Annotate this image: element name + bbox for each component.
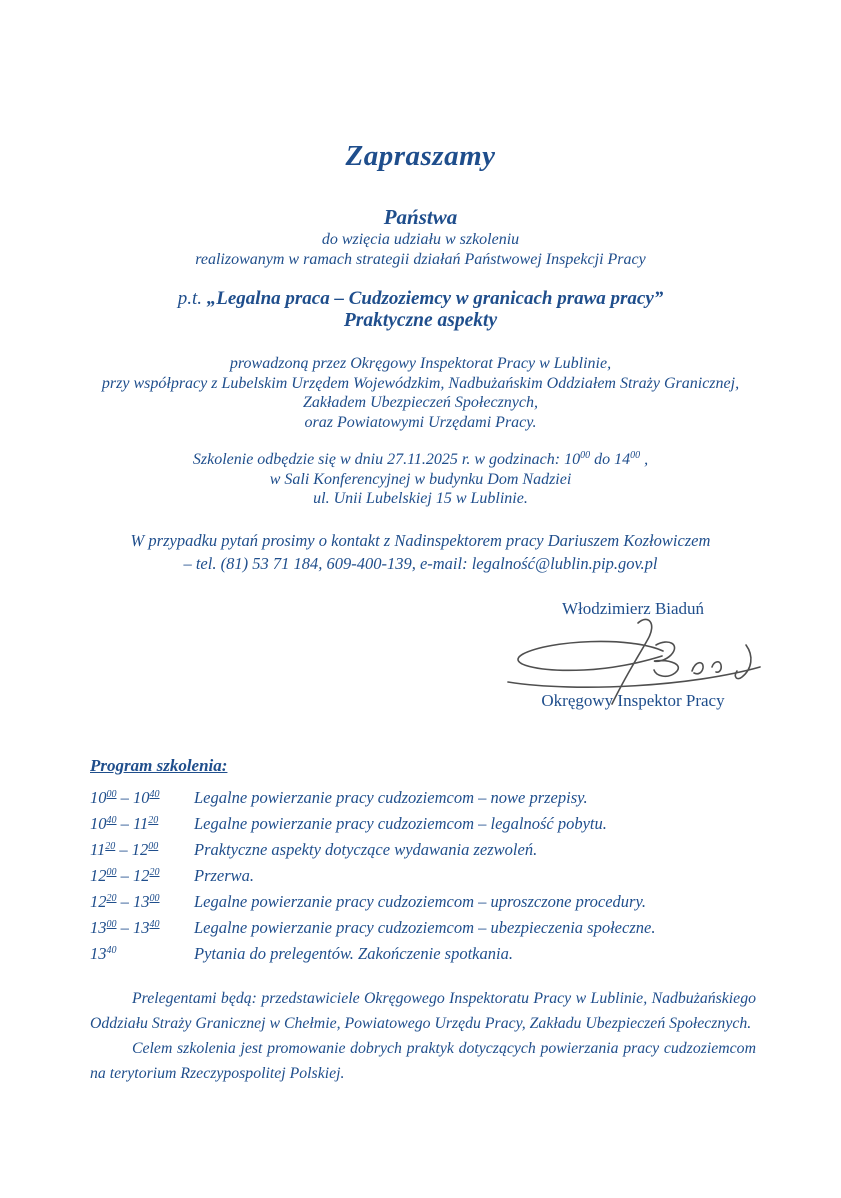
- program-desc: Przerwa.: [194, 865, 255, 885]
- schedule-block: [0, 450, 841, 509]
- program-time: $13^{00} - 13^{40}$: [90, 917, 160, 937]
- program-desc: Pytania do prelegentów. Zakończenie spotkania.: [194, 943, 513, 963]
- program-heading: Program szkolenia:: [90, 755, 228, 775]
- contact-line-2: – tel. (81) 53 71 184, 609-400-139, e-mail: legalność@lublin.pip.gov.pl: [183, 553, 658, 573]
- program-desc: Legalne powierzanie pracy cudzoziemcom – ubezpieczenia społeczne.: [194, 917, 656, 937]
- signatory-role: Okręgowy Inspektor Pracy: [541, 690, 725, 710]
- program-time: $12^{00} - 12^{20}$: [90, 865, 160, 885]
- closing-paragraph: Celem szkolenia jest promowanie dobrych praktyk dotyczących powierzania pracy cudzoziemcom na terytorium Rzeczypospolitej Polskiej.: [90, 1039, 756, 1082]
- program-desc: Legalne powierzanie pracy cudzoziemcom – nowe przepisy.: [194, 787, 588, 807]
- program-row: [90, 866, 756, 886]
- program-row: [90, 788, 756, 808]
- subject-subtitle: Praktyczne aspekty: [343, 310, 498, 331]
- program-time: $12^{20} - 13^{00}$: [90, 891, 160, 911]
- program-section: [90, 755, 756, 964]
- program-desc: Praktyczne aspekty dotyczące wydawania zezwoleń.: [194, 839, 538, 859]
- program-time: $11^{20} - 12^{00}$: [90, 839, 159, 859]
- document-title: Zapraszamy: [345, 140, 496, 172]
- program-row: [90, 840, 756, 860]
- signature-block: [483, 599, 783, 711]
- time-superscript: 00: [580, 450, 591, 461]
- subject-quoted-title: „Legalna praca – Cudzoziemcy w granicach prawa pracy”: [206, 288, 664, 309]
- program-row: [90, 944, 756, 964]
- organizer-line: oraz Powiatowymi Urzędami Pracy.: [304, 413, 537, 431]
- closing-section: [90, 986, 756, 1086]
- program-row: [90, 892, 756, 912]
- program-row: [90, 814, 756, 834]
- schedule-line-1: Szkolenie odbędzie się w dniu 27.11.2025 r. w godzinach: $10^{00}$ do $14^{00}$ ,: [192, 450, 649, 468]
- signatory-name: Włodzimierz Biaduń: [561, 598, 705, 618]
- organizer-block: [0, 354, 841, 432]
- schedule-line-2: w Sali Konferencyjnej w budynku Dom Nadziei: [269, 470, 572, 488]
- schedule-line-3: ul. Unii Lubelskiej 15 w Lublinie.: [313, 490, 528, 507]
- program-desc: Legalne powierzanie pracy cudzoziemcom – legalność pobytu.: [194, 813, 607, 833]
- subject-line: [0, 287, 841, 310]
- intro-line-1: do wzięcia udziału w szkoleniu: [321, 231, 520, 248]
- organizer-line: przy współpracy z Lubelskim Urzędem Wojewódzkim, Nadbużańskim Oddziałem Straży Granicznej,: [101, 374, 740, 392]
- organizer-line: prowadzoną przez Okręgowy Inspektorat Pracy w Lublinie,: [229, 355, 612, 372]
- salutation: Państwa: [383, 205, 458, 229]
- contact-line-1: W przypadku pytań prosimy o kontakt z Nadinspektorem pracy Dariuszem Kozłowiczem: [130, 530, 711, 550]
- intro-line-2: realizowanym w ramach strategii działań Państwowej Inspekcji Pracy: [195, 250, 646, 268]
- program-time: $13^{40}$: [90, 943, 117, 963]
- subject-prefix: p.t.: [177, 288, 207, 309]
- contact-block: [0, 529, 841, 575]
- time-superscript: 00: [630, 450, 641, 461]
- program-time: $10^{00} - 10^{40}$: [90, 787, 160, 807]
- program-time: $10^{40} - 11^{20}$: [90, 813, 159, 833]
- organizer-line: Zakładem Ubezpieczeń Społecznych,: [302, 394, 539, 411]
- closing-paragraph: Prelegentami będą: przedstawiciele Okręgowego Inspektoratu Pracy w Lublinie, Nadbużańskiego Oddziału Straży Granicznej w Chełmie, Powiatowego Urzędu Pracy, Zakładu Ubezpieczeń Społecznych.: [90, 989, 756, 1032]
- program-row: [90, 918, 756, 938]
- program-desc: Legalne powierzanie pracy cudzoziemcom – uproszczone procedury.: [194, 891, 647, 911]
